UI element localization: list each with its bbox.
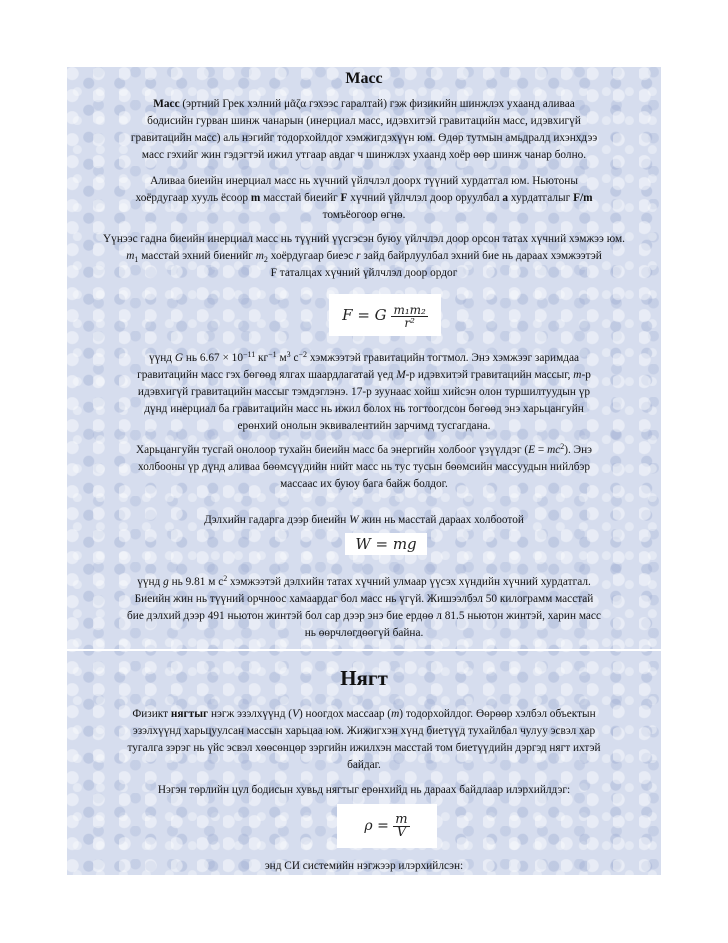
density-paragraph-1-line-1: Физикт нягтыг нэгж эзэлхүүнд (V) ноогдох массаар (m) тодорхойлдог. Өөрөөр хэлбэл объектын (132, 708, 596, 720)
mass-paragraph-4-line-3: идэвхигүй гравитацийн массыг тэмдэглэнэ. 17-р зуунаас хойш хийсэн олон туршилтуудын үр (137, 386, 591, 398)
mass-paragraph-4-line-2: гравитацийн масс гэх бөгөөд ялгах шаардлагатай үед M-р идэвхитэй гравитацийн массыг, m-р (137, 369, 591, 381)
mass-paragraph-7-line-3: бие дэлхий дээр 491 ньютон жинтэй бол сар дээр энэ бие ердөө л 81.5 ньютон жинтэй, харин масс (127, 610, 601, 622)
density-paragraph-1-line-3: тугалга зэрэг нь үйс эсвэл хөөсөнцөр зэргийн ижилхэн масстай том биетүүдийн дэргэд нягт ихтэй (127, 742, 601, 754)
mass-paragraph-6-line-1: Дэлхийн гадарга дээр биеийн W жин нь масстай дараах холбоотой (204, 514, 524, 526)
section-divider (67, 649, 661, 651)
document-page (67, 67, 661, 875)
mass-paragraph-3-line-3: F таталцах хүчний үйлчлэл доор ордог (270, 267, 458, 279)
mass-paragraph-3-line-1: Үүнээс гадна биеийн инерциал масс нь түүний үүсгэсэн буюу үйлчлэл доор орсон татах хүчний хэмжээ юм. (103, 233, 625, 245)
density-paragraph-1-line-4: байдаг. (347, 759, 381, 771)
mass-paragraph-5-line-3: массаас их буюу бага байж болдог. (280, 478, 448, 490)
mass-paragraph-2-line-3: томъёогоор өгнө. (322, 209, 406, 221)
gravitation-formula: F = G $\frac{\text{m₁m₂}}{\text{r²}}$ (329, 294, 441, 336)
weight-formula: W = mg (345, 533, 427, 555)
mass-paragraph-3-line-2: $m_1$ масстай эхний биенийг $m_2$ хоёрдугаар биеэс r зайд байрлуулбал эхний бие нь дараах хэмжээтэй (126, 250, 602, 264)
mass-paragraph-5-line-1: Харьцангуйн тусгай онолоор тухайн биеийн масс ба энергийн холбоог үзүүлдэг $(E = mc^2)$. Энэ (135, 442, 593, 456)
mass-title: Масс (345, 70, 383, 87)
mass-paragraph-4-line-1: үүнд G нь $6.67 \times 10^{-11}$ $кг^{-1}$ $м^3$ $с^{-2}$ хэмжээтэй гравитацийн тогтмол. Энэ хэмжээг заримдаа (148, 350, 580, 364)
mass-paragraph-4-line-4: дүнд инерциал ба гравитацийн масс нь ижил болох нь тогтоогдсон бөгөөд энэ харьцангуйн (144, 403, 584, 415)
mass-paragraph-7-line-1: үүнд g нь 9.81 м $с^2$ хэмжээтэй дэлхийн татах хүчний улмаар үүсэх хүндийн хүчний хурдатгал. (137, 574, 591, 588)
mass-paragraph-1-line-1: Масс (эртний Грек хэлний μᾶζα гэхээс гаралтай) гэж физикийн шинжлэх ухаанд аливаа (153, 98, 575, 110)
mass-paragraph-7-line-4: нь өөрчлөгдөөгүй байна. (304, 627, 424, 639)
density-formula: ρ = $\frac{m}{V}$ (337, 804, 437, 848)
mass-paragraph-2-line-2: хоёрдугаар хууль ёсоор m масстай биеийг F хүчний үйлчлэл доор оруулбал a хурдатгалыг F/m (135, 192, 593, 204)
mass-paragraph-1-line-4: масс гэхийг жин гэдэгтэй ижил утгаар авдаг ч шинжлэх ухаанд хоёр өөр шинж чанар болно. (141, 149, 587, 161)
mass-paragraph-1-line-3: гравитацийн масс) аль нэгийг тодорхойлдог хэмжигдэхүүн юм. Өдөр тутмын амьдралд ихэнхдээ (130, 132, 598, 144)
mass-paragraph-1-line-2: бодисийн гурван шинж чанарын (инерциал масс, идэвхитэй гравитацийн масс, идэвхигүй (147, 115, 581, 127)
density-paragraph-3-line-1: энд СИ системийн нэгжээр илэрхийлсэн: (264, 860, 464, 872)
mass-paragraph-2-line-1: Аливаа биеийн инерциал масс нь хүчний үйлчлэл доорх түүний хурдатгал юм. Ньютоны (150, 175, 578, 187)
mass-paragraph-4-line-5: ерөнхий онолын эквивалентийн зарчимд тусгагдана. (237, 420, 491, 432)
density-paragraph-1-line-2: эзэлхүүнд харьцуулсан массын харьцаа юм. Жижигхэн хүнд биетүүд тухайлбал чулуу эсвэл хар (132, 725, 596, 737)
mass-paragraph-5-line-2: холбооны үр дүнд аливаа бөөмсүүдийн нийт масс нь тус тусын бөөмсийн массуудын нийлбэр (137, 461, 591, 473)
density-paragraph-2-line-1: Нэгэн төрлийн цул бодисын хувьд нягтыг ерөнхийд нь дараах байдлаар илэрхийлдэг: (157, 784, 571, 796)
density-title: Нягт (340, 666, 388, 690)
mass-paragraph-7-line-2: Биеийн жин нь түүний орчноос хамаардаг бол масс нь үгүй. Жишээлбэл 50 килограмм масстай (134, 593, 594, 605)
